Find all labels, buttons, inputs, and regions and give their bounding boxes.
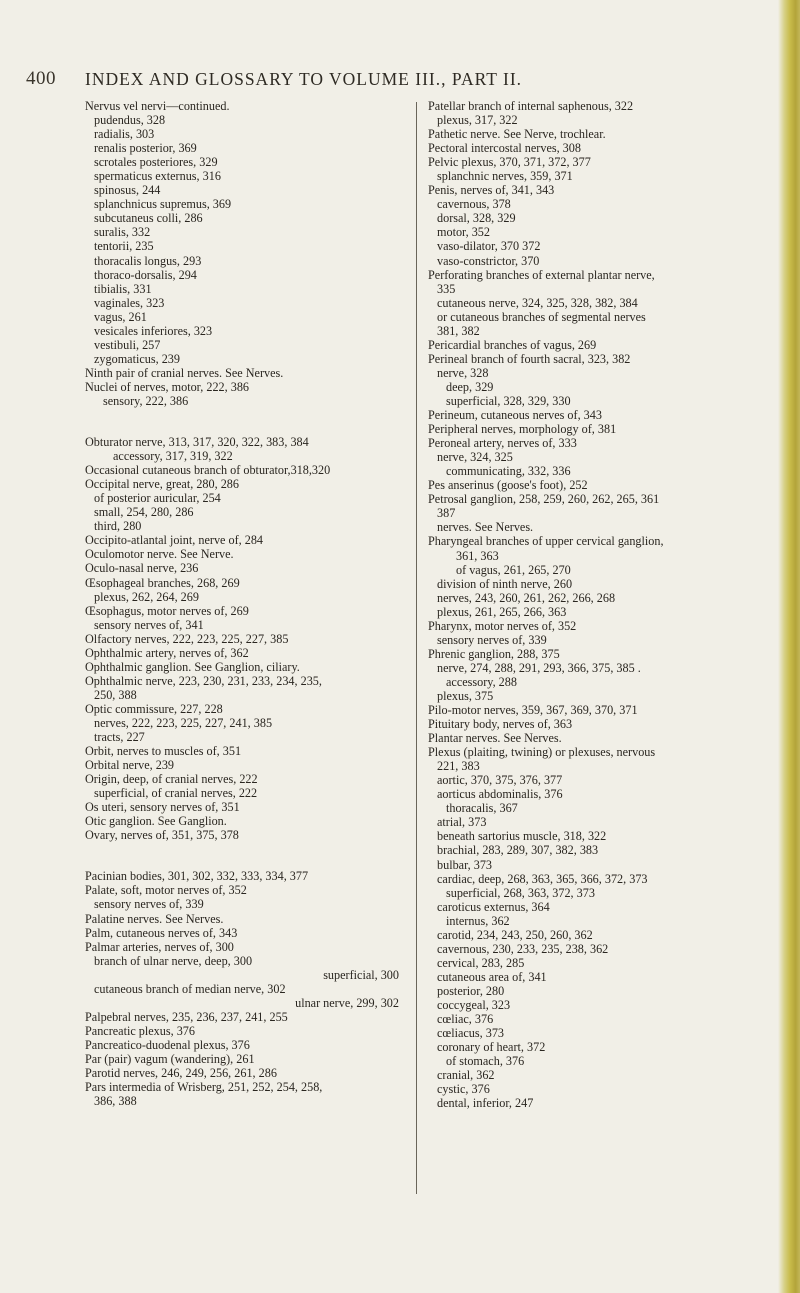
index-entry: Perineum, cutaneous nerves of, 343 bbox=[428, 408, 602, 423]
section-gap bbox=[85, 842, 405, 869]
index-entry: Parotid nerves, 246, 249, 256, 261, 286 bbox=[85, 1066, 277, 1081]
index-entry: Peroneal artery, nerves of, 333 bbox=[428, 436, 577, 451]
index-subentry: cutaneous area of, 341 bbox=[437, 969, 547, 984]
index-subentry: brachial, 283, 289, 307, 382, 383 bbox=[437, 843, 599, 858]
index-entry: Ophthalmic nerve, 223, 230, 231, 233, 234, 235, bbox=[85, 673, 322, 688]
index-subentry: dorsal, 328, 329 bbox=[437, 211, 516, 226]
index-entry: Pelvic plexus, 370, 371, 372, 377 bbox=[428, 155, 591, 170]
index-entry: Orbital nerve, 239 bbox=[85, 758, 175, 773]
index-entry: Pars intermedia of Wrisberg, 251, 252, 254, 258, bbox=[85, 1080, 323, 1095]
index-subentry: nerve, 274, 288, 291, 293, 366, 375, 385 . bbox=[437, 660, 641, 675]
index-entry: Origin, deep, of cranial nerves, 222 bbox=[85, 772, 258, 787]
index-subentry: cardiac, deep, 268, 363, 365, 366, 372, 373 bbox=[437, 871, 648, 886]
index-subentry: 335 bbox=[437, 281, 456, 296]
index-subentry: cranial, 362 bbox=[437, 1068, 495, 1083]
index-subentry: aorticus abdominalis, 376 bbox=[437, 787, 563, 802]
index-subentry: branch of ulnar nerve, deep, 300 bbox=[94, 953, 253, 968]
index-entry: Par (pair) vagum (wandering), 261 bbox=[85, 1052, 255, 1066]
index-subentry: of posterior auricular, 254 bbox=[94, 491, 221, 506]
index-subentry: nerve, 324, 325 bbox=[437, 450, 513, 465]
index-subentry: of vagus, 261, 265, 270 bbox=[456, 562, 571, 577]
index-subentry: coccygeal, 323 bbox=[437, 998, 511, 1012]
index-entry: Nuclei of nerves, motor, 222, 386 bbox=[85, 379, 250, 394]
index-entry: Orbit, nerves to muscles of, 351 bbox=[85, 744, 242, 759]
index-subentry: third, 280 bbox=[94, 519, 142, 534]
index-subentry: thoracalis, 367 bbox=[446, 801, 518, 816]
index-subentry: superficial, of cranial nerves, 222 bbox=[94, 786, 258, 801]
index-subentry: vagus, 261 bbox=[94, 309, 147, 324]
index-subentry: cœliacus, 373 bbox=[437, 1026, 505, 1041]
index-entry: Oculomotor nerve. See Nerve. bbox=[85, 547, 234, 562]
index-entry: Plexus (plaiting, twining) or plexuses, nervous bbox=[428, 745, 656, 760]
index-subentry: aortic, 370, 375, 376, 377 bbox=[437, 773, 563, 788]
index-subentry: thoracalis longus, 293 bbox=[94, 253, 202, 268]
index-subentry: motor, 352 bbox=[437, 225, 490, 240]
index-subentry: vaso-dilator, 370 372 bbox=[437, 239, 541, 254]
index-subentry: tracts, 227 bbox=[94, 730, 145, 745]
index-subentry: vaginales, 323 bbox=[94, 295, 165, 310]
index-subentry: accessory, 317, 319, 322 bbox=[113, 449, 233, 464]
index-subentry: posterior, 280 bbox=[437, 983, 505, 998]
index-subentry: plexus, 317, 322 bbox=[437, 113, 518, 128]
index-entry: Pilo-motor nerves, 359, 367, 369, 370, 371 bbox=[428, 703, 638, 718]
index-subentry: coronary of heart, 372 bbox=[437, 1040, 546, 1055]
index-subentry: tentorii, 235 bbox=[94, 239, 154, 254]
index-entry: Occipital nerve, great, 280, 286 bbox=[85, 477, 239, 492]
index-entry: Occipito-atlantal joint, nerve of, 284 bbox=[85, 533, 264, 548]
index-subentry: radialis, 303 bbox=[94, 127, 155, 142]
index-subentry: pudendus, 328 bbox=[94, 113, 166, 128]
index-entry: Pectoral intercostal nerves, 308 bbox=[428, 141, 581, 156]
index-subentry: division of ninth nerve, 260 bbox=[437, 576, 573, 591]
index-entry: Ophthalmic ganglion. See Ganglion, ciliary. bbox=[85, 659, 300, 674]
index-entry: Palm, cutaneous nerves of, 343 bbox=[85, 925, 238, 940]
index-entry: Peripheral nerves, morphology of, 381 bbox=[428, 422, 617, 437]
index-subentry: tibialis, 331 bbox=[94, 281, 152, 296]
index-subentry: vesicales inferiores, 323 bbox=[94, 323, 213, 338]
index-subentry: nerves, 222, 223, 225, 227, 241, 385 bbox=[94, 715, 273, 730]
index-entry: Optic commissure, 227, 228 bbox=[85, 701, 223, 716]
index-subentry: sensory, 222, 386 bbox=[103, 393, 189, 408]
index-entry: Pathetic nerve. See Nerve, trochlear. bbox=[428, 127, 606, 142]
index-entry: Pacinian bodies, 301, 302, 332, 333, 334, 377 bbox=[85, 869, 309, 884]
index-entry: Pituitary body, nerves of, 363 bbox=[428, 717, 573, 732]
index-subentry: 387 bbox=[437, 506, 456, 521]
page-number: 400 bbox=[26, 68, 56, 89]
index-subentry: nerve, 328 bbox=[437, 365, 489, 380]
index-entry: Pericardial branches of vagus, 269 bbox=[428, 337, 597, 352]
index-subentry: cutaneous nerve, 324, 325, 328, 382, 384 bbox=[437, 295, 638, 310]
index-subentry: small, 254, 280, 286 bbox=[94, 505, 194, 520]
index-entry: Perineal branch of fourth sacral, 323, 382 bbox=[428, 351, 631, 366]
index-subentry: superficial, 328, 329, 330 bbox=[446, 393, 571, 408]
index-subentry: sensory nerves of, 339 bbox=[437, 632, 547, 647]
index-subentry: deep, 329 bbox=[446, 379, 494, 394]
index-entry: Os uteri, sensory nerves of, 351 bbox=[85, 800, 240, 815]
index-subentry: zygomaticus, 239 bbox=[94, 351, 180, 366]
running-head: INDEX AND GLOSSARY TO VOLUME III., PART II. bbox=[85, 69, 523, 89]
index-subentry: cœliac, 376 bbox=[437, 1012, 494, 1027]
index-entry: Palpebral nerves, 235, 236, 237, 241, 255 bbox=[85, 1009, 288, 1024]
index-entry: Penis, nerves of, 341, 343 bbox=[428, 183, 555, 198]
index-entry: Pancreatic plexus, 376 bbox=[85, 1023, 195, 1038]
index-subentry: accessory, 288 bbox=[446, 674, 517, 689]
index-subentry: superficial, 268, 363, 372, 373 bbox=[446, 885, 595, 900]
index-subentry: of stomach, 376 bbox=[446, 1054, 525, 1069]
right-column bbox=[428, 99, 783, 1110]
index-subentry: communicating, 332, 336 bbox=[446, 464, 571, 479]
index-subentry: beneath sartorius muscle, 318, 322 bbox=[437, 829, 607, 844]
index-subentry: nerves. See Nerves. bbox=[437, 520, 534, 535]
index-subentry: vaso-constrictor, 370 bbox=[437, 253, 540, 268]
index-subentry: vestibuli, 257 bbox=[94, 337, 161, 352]
index-entry: Pharyngeal branches of upper cervical ganglion, bbox=[428, 534, 664, 549]
page-edge bbox=[778, 0, 800, 1293]
index-subentry: suralis, 332 bbox=[94, 225, 151, 240]
index-subentry: 221, 383 bbox=[437, 759, 480, 774]
index-subentry: 386, 388 bbox=[94, 1094, 137, 1109]
index-entry: Nervus vel nervi—continued. bbox=[85, 99, 230, 113]
index-subentry: carotid, 234, 243, 250, 260, 362 bbox=[437, 927, 593, 942]
index-subentry: spinosus, 244 bbox=[94, 183, 161, 198]
index-entry: Phrenic ganglion, 288, 375 bbox=[428, 646, 560, 661]
index-subentry: plexus, 261, 265, 266, 363 bbox=[437, 604, 567, 619]
index-entry: Oculo-nasal nerve, 236 bbox=[85, 561, 199, 576]
index-subentry: 381, 382 bbox=[437, 323, 480, 338]
index-subentry: sensory nerves of, 339 bbox=[94, 897, 204, 912]
index-subentry: or cutaneous branches of segmental nerves bbox=[437, 309, 646, 324]
index-subentry: renalis posterior, 369 bbox=[94, 141, 197, 156]
index-subentry: plexus, 262, 264, 269 bbox=[94, 589, 199, 604]
index-subentry: bulbar, 373 bbox=[437, 857, 493, 872]
index-subentry: cavernous, 378 bbox=[437, 197, 511, 212]
index-subentry: cervical, 283, 285 bbox=[437, 955, 525, 970]
index-entry: Palmar arteries, nerves of, 300 bbox=[85, 939, 234, 954]
index-entry: Pancreatico-duodenal plexus, 376 bbox=[85, 1037, 250, 1052]
index-entry: Patellar branch of internal saphenous, 322 bbox=[428, 99, 634, 113]
index-subentry: scrotales posteriores, 329 bbox=[94, 155, 218, 170]
index-subentry: sensory nerves of, 341 bbox=[94, 617, 204, 632]
index-entry: Plantar nerves. See Nerves. bbox=[428, 731, 562, 746]
index-subentry: nerves, 243, 260, 261, 262, 266, 268 bbox=[437, 590, 616, 605]
index-subentry: splanchnicus supremus, 369 bbox=[94, 197, 232, 212]
index-subentry: cystic, 376 bbox=[437, 1082, 490, 1097]
section-gap bbox=[85, 408, 405, 435]
index-entry: Olfactory nerves, 222, 223, 225, 227, 385 bbox=[85, 631, 289, 646]
left-column bbox=[85, 99, 405, 1108]
index-entry: Occasional cutaneous branch of obturator,318,320 bbox=[85, 463, 331, 478]
index-entry: Ophthalmic artery, nerves of, 362 bbox=[85, 645, 249, 660]
index-subentry: atrial, 373 bbox=[437, 815, 487, 830]
index-entry: Obturator nerve, 313, 317, 320, 322, 383, 384 bbox=[85, 435, 309, 450]
index-subentry: cutaneous branch of median nerve, 302 bbox=[94, 981, 286, 996]
index-entry: superficial, 300 bbox=[323, 967, 399, 982]
index-subentry: subcutaneus colli, 286 bbox=[94, 211, 203, 226]
index-subentry: internus, 362 bbox=[446, 913, 510, 928]
index-entry: Ovary, nerves of, 351, 375, 378 bbox=[85, 828, 239, 843]
column-divider bbox=[416, 102, 417, 1194]
index-subentry: dental, inferior, 247 bbox=[437, 1096, 534, 1111]
index-subentry: 361, 363 bbox=[456, 548, 499, 563]
index-entry: Otic ganglion. See Ganglion. bbox=[85, 814, 227, 829]
index-subentry: thoraco-dorsalis, 294 bbox=[94, 267, 197, 282]
index-entry: Palatine nerves. See Nerves. bbox=[85, 911, 224, 926]
index-entry: Œsophagus, motor nerves of, 269 bbox=[85, 603, 249, 618]
index-entry: Petrosal ganglion, 258, 259, 260, 262, 265, 361 bbox=[428, 492, 660, 507]
index-entry: Pes anserinus (goose's foot), 252 bbox=[428, 478, 588, 493]
index-entry: Pharynx, motor nerves of, 352 bbox=[428, 618, 577, 633]
index-entry: Œsophageal branches, 268, 269 bbox=[85, 575, 240, 590]
index-subentry: 250, 388 bbox=[94, 687, 137, 702]
index-subentry: cavernous, 230, 233, 235, 238, 362 bbox=[437, 941, 609, 956]
index-entry: Ninth pair of cranial nerves. See Nerves. bbox=[85, 365, 284, 380]
index-entry: Palate, soft, motor nerves of, 352 bbox=[85, 883, 247, 898]
index-subentry: spermaticus externus, 316 bbox=[94, 169, 221, 184]
index-subentry: plexus, 375 bbox=[437, 688, 494, 703]
index-subentry: splanchnic nerves, 359, 371 bbox=[437, 169, 573, 184]
index-entry: ulnar nerve, 299, 302 bbox=[295, 995, 399, 1010]
index-entry: Perforating branches of external plantar nerve, bbox=[428, 267, 655, 282]
index-subentry: caroticus externus, 364 bbox=[437, 899, 550, 914]
